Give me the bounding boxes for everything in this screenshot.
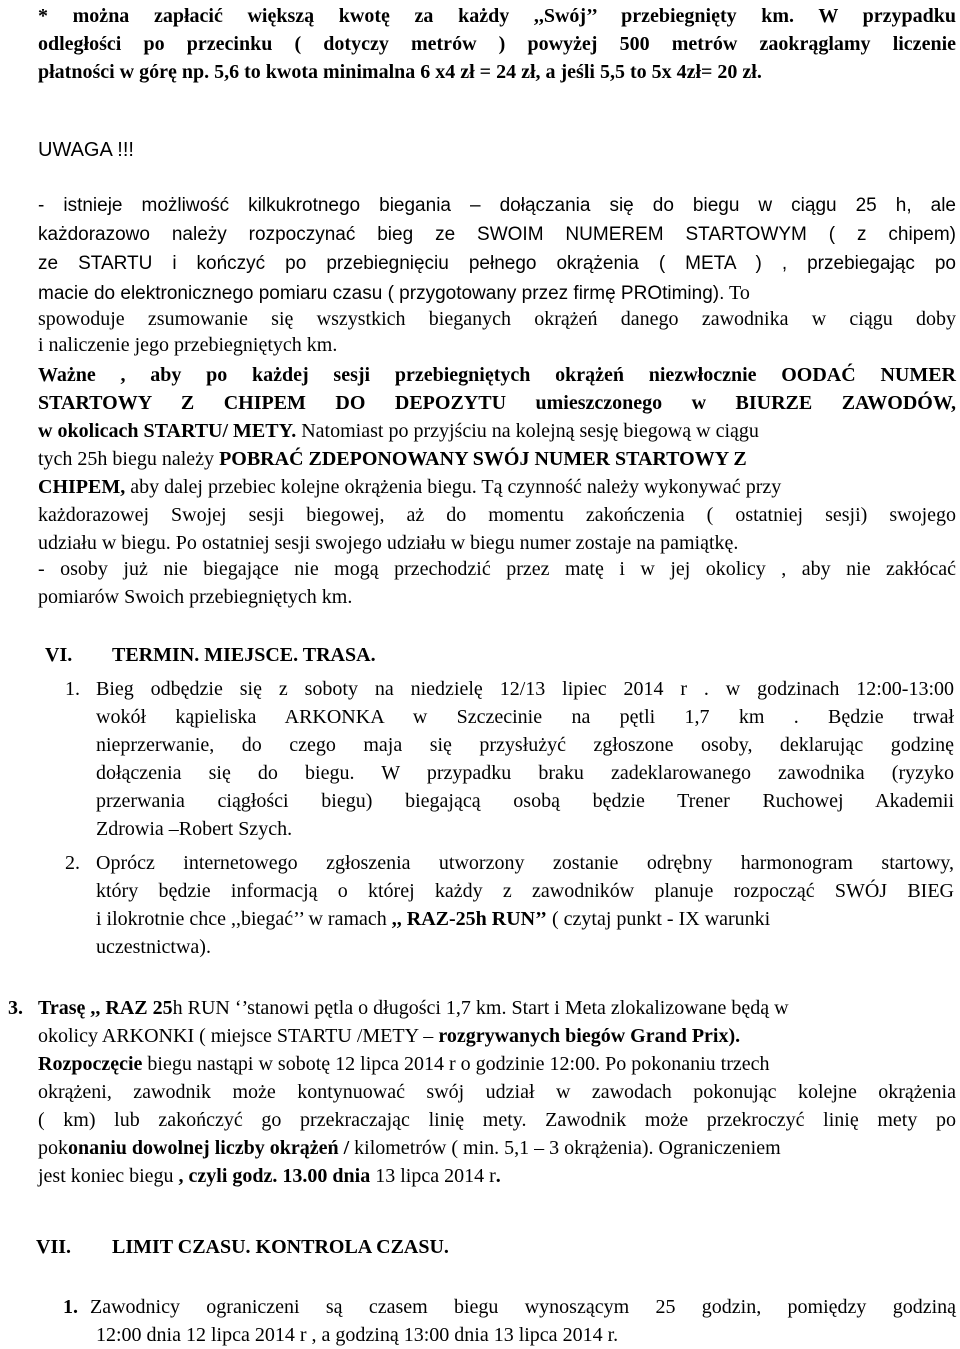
item-3-line-1-text: h RUN ‘’stanowi pętla o długości 1,7 km. Start i Meta zlokalizowane będą w bbox=[172, 997, 789, 1019]
section-6-number: VI. bbox=[45, 644, 73, 666]
para2-line-3-text: Natomiast po przyjściu na kolejną sesję biegową w ciągu bbox=[296, 420, 759, 442]
item-2-line-1: Oprócz internetowego zgłoszenia utworzony zostanie odrębny harmonogram startowy, bbox=[96, 852, 954, 874]
para2-line-1: Ważne , aby po każdej sesji przebiegniętych okrążeń niezwłocznie OODAĆ NUMER bbox=[38, 364, 956, 386]
payment-note-line-3: płatności w górę np. 5,6 to kwota minimalna 6 x4 zł = 24 zł, a jeśli 5,5 to 5x 4zł= 20 zł. bbox=[38, 61, 762, 83]
para2-line-3-bold: w okolicach STARTU/ METY. bbox=[38, 420, 297, 442]
item-2-line-3-tail: ( czytaj punkt - IX warunki bbox=[546, 908, 771, 930]
para1-line-6: i naliczenie jego przebiegniętych km. bbox=[38, 334, 338, 356]
section-6-title: TERMIN. MIEJSCE. TRASA. bbox=[112, 644, 376, 666]
item-7-1-line-1: Zawodnicy ograniczeni są czasem biegu wynoszącym 25 godzin, pomiędzy godziną bbox=[90, 1296, 956, 1318]
item-3-line-3 bbox=[38, 1051, 770, 1077]
item-7-1-line-2: 12:00 dnia 12 lipca 2014 r , a godziną 13:00 dnia 13 lipca 2014 r. bbox=[96, 1324, 619, 1346]
item-3-line-7 bbox=[38, 1163, 501, 1189]
para1-line-4-text: macie do elektronicznego pomiaru czasu ( przygotowany przez firmę PROtiming). bbox=[38, 283, 725, 304]
item-1-line-1: Bieg odbędzie się z soboty na niedzielę 12/13 lipiec 2014 r . w godzinach 12:00-13:00 bbox=[96, 678, 954, 700]
warning-heading: UWAGA !!! bbox=[38, 139, 134, 161]
item-3-line-1-bold: Trasę ,, RAZ 25 bbox=[38, 997, 173, 1019]
item-2-number: 2. bbox=[65, 852, 80, 874]
item-7-1-number: 1. bbox=[63, 1296, 78, 1318]
payment-note-line-1: * można zapłacić większą kwotę za każdy ,,Swój’’ przebiegnięty km. W przypadku bbox=[38, 5, 956, 27]
para1-line-5: spowoduje zsumowanie się wszystkich bieganych okrążeń danego zawodnika w ciągu doby bbox=[38, 308, 956, 330]
section-7-number: VII. bbox=[36, 1236, 72, 1258]
item-2-line-3 bbox=[96, 906, 770, 932]
para2-line-8: - osoby już nie biegające nie mogą przechodzić przez matę i w jej okolicy , aby nie zakłócać bbox=[38, 558, 956, 580]
item-1-line-2: wokół kąpieliska ARKONKA w Szczecinie na pętli 1,7 km . Będzie trwał bbox=[96, 706, 954, 728]
item-2-line-4: uczestnictwa). bbox=[96, 936, 211, 958]
item-3-line-1 bbox=[38, 995, 789, 1021]
item-3-line-6-c: kilometrów ( min. 5,1 – 3 okrążenia). Ograniczeniem bbox=[349, 1137, 781, 1159]
item-3-line-6 bbox=[38, 1135, 781, 1161]
item-3-line-6-a: pok bbox=[38, 1137, 68, 1159]
para2-line-4 bbox=[38, 446, 747, 472]
para2-line-5-text: aby dalej przebiec kolejne okrążenia biegu. Tą czynność należy wykonywać przy bbox=[125, 476, 782, 498]
para1-line-3: ze STARTU i kończyć po przebiegnięciu pełnego okrążenia ( META ) , przebiegając po bbox=[38, 253, 956, 274]
item-1-line-5: przerwania ciągłości biegu) biegającą osobą będzie Trener Ruchowej Akademii bbox=[96, 790, 954, 812]
item-3-line-2 bbox=[38, 1023, 740, 1049]
item-1-number: 1. bbox=[65, 678, 80, 700]
para1-line-4-tail: To bbox=[724, 282, 750, 304]
payment-note-line-2: odległości po przecinku ( dotyczy metrów ) powyżej 500 metrów zaokrąglamy liczenie bbox=[38, 33, 956, 55]
item-3-line-2-text: okolicy ARKONKI ( miejsce STARTU /METY – bbox=[38, 1025, 439, 1047]
item-3-line-2-bold: rozgrywanych biegów Grand Prix). bbox=[438, 1025, 741, 1047]
item-1-line-6: Zdrowia –Robert Szych. bbox=[96, 818, 293, 840]
item-3-line-5: ( km) lub zakończyć go przekraczając linię mety. Zawodnik może przekroczyć linię mety po bbox=[38, 1109, 956, 1131]
item-3-line-4: okrążeni, zawodnik może kontynuować swój udział w zawodach pokonując kolejne okrążenia bbox=[38, 1081, 956, 1103]
para2-line-4-text: tych 25h biegu należy bbox=[38, 448, 220, 470]
para1-line-2: każdorazowo należy rozpoczynać bieg ze SWOIM NUMEREM STARTOWYM ( z chipem) bbox=[38, 224, 956, 245]
item-3-number: 3. bbox=[8, 997, 23, 1019]
item-3-line-7-bold: , czyli godz. 13.00 dnia bbox=[178, 1165, 371, 1187]
item-3-line-6-bold: onaniu dowolnej liczby okrążeń / bbox=[68, 1137, 350, 1159]
item-2-line-2: który będzie informacją o której każdy z zawodników planuje rozpocząć SWÓJ BIEG bbox=[96, 880, 954, 902]
para2-line-5-bold: CHIPEM, bbox=[38, 476, 126, 498]
para2-line-2: STARTOWY Z CHIPEM DO DEPOZYTU umieszczonego w BIURZE ZAWODÓW, bbox=[38, 392, 956, 414]
para2-line-9: pomiarów Swoich przebiegniętych km. bbox=[38, 586, 353, 608]
item-3-line-3-bold: Rozpoczęcie bbox=[38, 1053, 143, 1075]
section-7-title: LIMIT CZASU. KONTROLA CZASU. bbox=[112, 1236, 449, 1258]
item-1-line-4: dołączenia się do biegu. W przypadku braku zadeklarowanego zawodnika (ryzyko bbox=[96, 762, 954, 784]
para2-line-5 bbox=[38, 474, 781, 500]
item-1-line-3: nieprzerwanie, do czego maja się przysłużyć zgłoszone osoby, deklarując godzinę bbox=[96, 734, 954, 756]
para2-line-7: udziału w biegu. Po ostatniej sesji swojego udziału w biegu numer zostaje na pamiątkę. bbox=[38, 532, 739, 554]
para2-line-6: każdorazowej Swojej sesji biegowej, aż do momentu zakończenia ( ostatniej sesji) swojego bbox=[38, 504, 956, 526]
item-3-line-7-d: . bbox=[495, 1165, 501, 1187]
para1-line-4 bbox=[38, 280, 956, 307]
item-3-line-3-text: biegu nastąpi w sobotę 12 lipca 2014 r o godzinie 12:00. Po pokonaniu trzech bbox=[142, 1053, 770, 1075]
item-3-line-7-c: 13 lipca 2014 r bbox=[370, 1165, 496, 1187]
para2-line-4-bold: POBRAĆ ZDEPONOWANY SWÓJ NUMER STARTOWY Z bbox=[219, 448, 747, 470]
item-2-line-3-text: i ilokrotnie chce ,,biegać’’ w ramach bbox=[96, 908, 392, 930]
para2-line-3 bbox=[38, 418, 759, 444]
item-3-line-7-a: jest koniec biegu bbox=[38, 1165, 179, 1187]
para1-line-1: - istnieje możliwość kilkukrotnego biegania – dołączania się do biegu w ciągu 25 h, ale bbox=[38, 195, 956, 216]
item-2-line-3-bold: ,, RAZ-25h RUN’’ bbox=[391, 908, 547, 930]
